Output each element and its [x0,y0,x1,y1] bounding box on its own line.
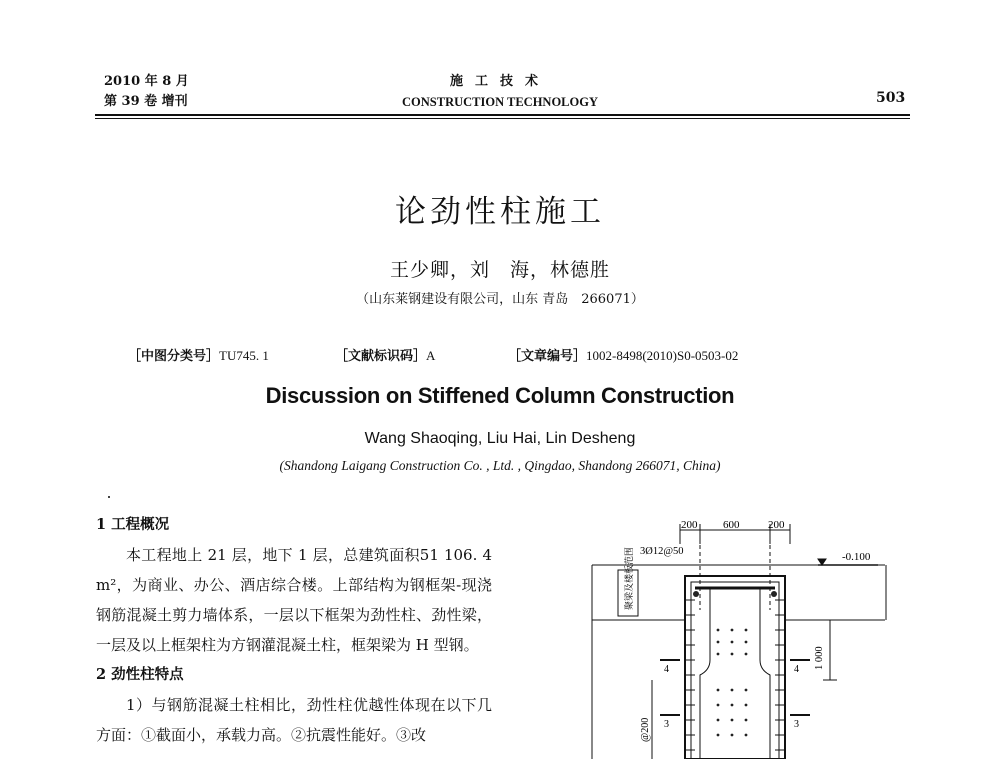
dim-label-left: 200 [681,519,698,531]
elevation-label: -0.100 [842,551,871,563]
affiliation-zh: （山东莱钢建设有限公司，山东 青岛 266071） [356,292,644,307]
steel-profile-left [700,588,710,759]
meta-label: ［文章编号］ [508,349,587,364]
section-mark-label: 4 [794,664,799,675]
journal-title-zh: 施工技术 [449,74,550,89]
header-rule-thin [95,118,910,119]
column-detail-figure [560,510,900,759]
steel-profile-right [760,588,770,759]
section-1-paragraph: 本工程地上 21 层，地下 1 层，总建筑面积51 106. 4 m²，为商业、办公、酒店综合楼。上部结构为钢框架-现浇钢筋混凝土剪力墙体系，一层以下框架为劲性柱、劲性梁，一层及以上框架柱为方钢灌混凝土柱，框架梁为 H 型钢。 [96,546,492,654]
authors-en: Wang Shaoqing, Liu Hai, Lin Desheng [364,430,636,447]
article-title-zh: 论劲性柱施工 [395,194,605,230]
meta-label: ［中图分类号］ [128,349,220,364]
section-mark-label: 3 [664,719,669,730]
header-journal [380,72,620,112]
header-rule-thick [95,114,910,116]
journal-title-en: CONSTRUCTION TECHNOLOGY [402,95,598,109]
header-date-volume [104,72,189,112]
dim-label-right: 200 [768,519,785,531]
rebar-label: 3Ø12@50 [640,546,684,557]
stirrup-outline [691,582,779,759]
dim-label-vertical: 1 000 [814,646,825,670]
classification-number [128,345,269,364]
section-mark-label: 4 [664,664,669,675]
meta-value: 1002-8498(2010)S0-0503-02 [586,348,739,363]
header-date: 2010 年 8 月 [104,74,189,89]
spacing-label: @200 [640,717,651,742]
section-2-paragraph: 1）与钢筋混凝土柱相比，劲性柱优越性体现在以下几方面：①截面小，承载力高。②抗震性能好。③改 [96,696,492,744]
authors-zh: 王少卿，刘 海，林德胜 [389,259,610,281]
section-heading-2: 2 劲性柱特点 [96,666,184,683]
affiliation-en: (Shandong Laigang Construction Co. , Ltd. , Qingdao, Shandong 266071, China) [279,458,721,473]
dim-label-middle: 600 [723,519,740,531]
scan-speck [108,496,110,498]
section-mark-label: 3 [794,719,799,730]
document-code [335,345,435,364]
article-title-en: Discussion on Stiffened Column Construction [265,383,735,408]
meta-value: A [426,348,436,363]
page-number: 503 [876,90,906,106]
body-column-left [96,510,492,750]
elevation-marker [818,559,826,565]
meta-value: TU745. 1 [219,348,269,363]
article-number [508,345,738,364]
side-label: 聚梁及楼板范围 [624,546,634,610]
header-volume: 第 39 卷 增刊 [104,94,188,109]
meta-label: ［文献标识码］ [335,349,427,364]
section-heading-1: 1 工程概况 [96,516,170,533]
